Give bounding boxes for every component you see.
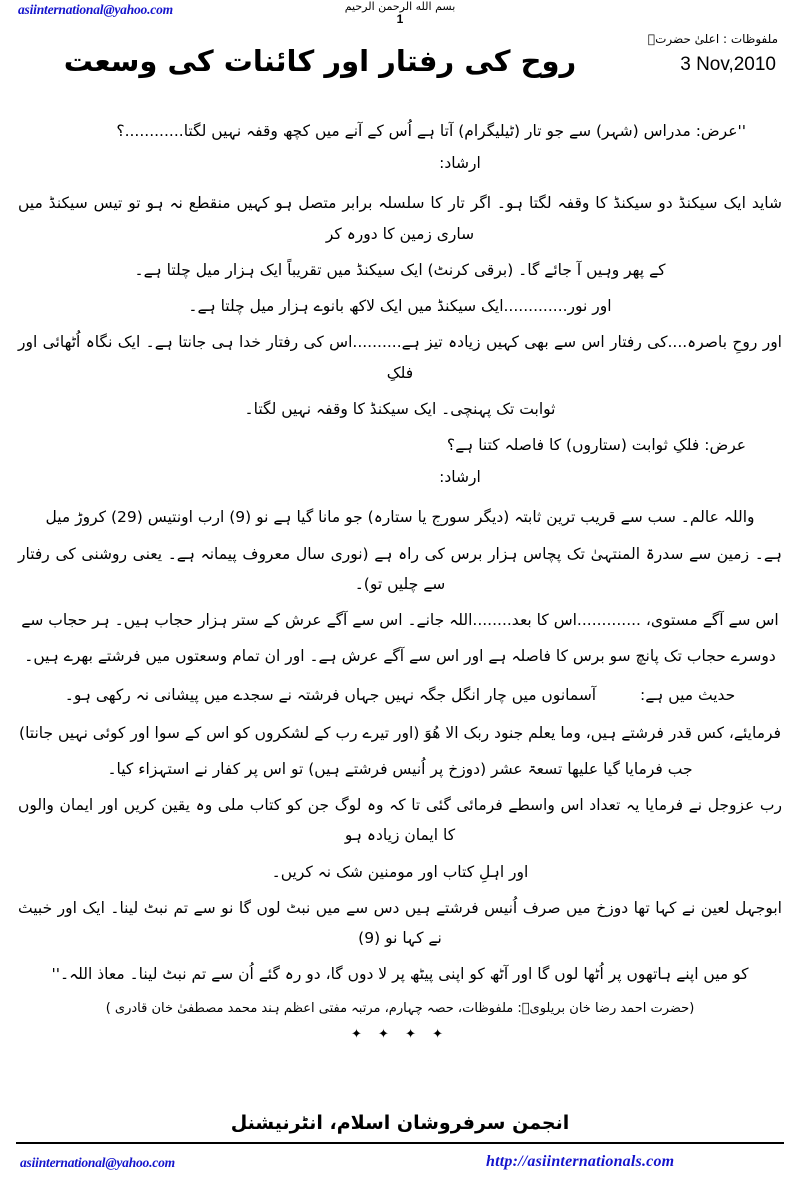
irshad-label-2: ارشاد: (439, 468, 481, 487)
answer-1-line-2: کے پھر وہیں آ جائے گا۔ (برقی کرنٹ) ایک سیکنڈ میں تقریباً ایک ہزار میل چلتا ہے۔ (134, 260, 666, 279)
answer-2-line-1: واللہ عالم۔ سب سے قریب ترین ثابتہ (دیگر سورج یا ستارہ) جو مانا گیا ہے نو (9) ارب اونتیس (29) کروڑ میل (45, 508, 755, 527)
footer-email-link[interactable]: asiinternational@yahoo.com (20, 1155, 175, 1170)
document-body (18, 112, 782, 1041)
answer-5-line-1: ابوجہل لعین نے کہا تھا دوزخ میں صرف اُنیس فرشتے ہیں دس سے میں نبٹ لوں گا نو سے تم نبٹ لینا۔ ایک اور خبیث نے کہا نو (9) (18, 898, 782, 948)
page-number: 1 (396, 12, 404, 26)
answer-2-line-2: ہے۔ زمین سے سدرۃ المنتہیٰ تک پچاس ہزار برس کی راہ ہے (نوری سال معروف پیمانہ ہے۔ یعنی روشنی کی رفتار سے چلیں تو)۔ (18, 544, 782, 593)
answer-1-line-5: ثوابت تک پہنچی۔ ایک سیکنڈ کا وقفہ نہیں لگتا۔ (244, 399, 556, 418)
footer-organization-name: انجمن سرفروشان اسلام، انٹرنیشنل (230, 1112, 570, 1134)
hadith-intro-label: حدیث میں ہے: (639, 685, 736, 704)
footer-divider (16, 1142, 784, 1144)
footer-links (16, 1152, 784, 1178)
footer-website-link[interactable]: http://asiinternationals.com (486, 1153, 675, 1170)
answer-4-line-1: رب عزوجل نے فرمایا یہ تعداد اس واسطے فرمائی گئی تا کہ وہ لوگ جن کو کتاب ملی وہ یقین کریں اور ایمان والوں کا ایمان زیادہ ہو (18, 796, 782, 845)
source-label: ملفوظات : اعلیٰ حضرتؒ (647, 32, 778, 46)
page-title: روح کی رفتار اور کائنات کی وسعت (63, 44, 577, 78)
answer-5-line-2: کو میں اپنے ہاتھوں پر اُٹھا لوں گا اور آٹھ کو اپنی پیٹھ پر لا دوں گا، دو رہ گئے اُن سے تم نبٹ لینا۔ معاذ اللہ۔'' (51, 965, 749, 984)
source-citation: (حضرت احمد رضا خان بریلویؒ: ملفوظات، حصہ چہارم، مرتبہ مفتی اعظم ہند محمد مصطفیٰ خان قادری ) (105, 1001, 695, 1017)
top-email-link[interactable]: asiinternational@yahoo.com (18, 2, 173, 17)
answer-1-line-3: اور نور.............ایک سیکنڈ میں ایک لاکھ بانوے ہزار میل چلتا ہے۔ (188, 297, 612, 316)
hadith-line (18, 680, 782, 710)
answer-4-line-2: اور اہلِ کتاب اور مومنین شک نہ کریں۔ (271, 862, 529, 881)
bismillah-text: بسم الله الرحمن الرحيم (344, 0, 456, 13)
question-2: عرض: فلکِ ثوابت (ستاروں) کا فاصلہ کتنا ہے؟ (446, 435, 746, 454)
document-header (0, 30, 800, 98)
diamond-separator-icon: ✦ ✦ ✦ ✦ (351, 1027, 449, 1043)
answer-2-line-3: اس سے آگے مستوی، .............اس کا بعد........اللہ جانے۔ اس سے آگے عرش کے ستر ہزار حجاب ہیں۔ ہر حجاب سے (21, 611, 779, 630)
question-1: ''عرض: مدراس (شہر) سے جو تار (ٹیلیگرام) آتا ہے اُس کے آنے میں کچھ وقفہ نہیں لگتا............؟ (116, 122, 746, 140)
page-top-bar (0, 0, 800, 28)
hadith-text: آسمانوں میں چار انگل جگہ نہیں جہاں فرشتہ نے سجدے میں پیشانی نہ رکھی ہو۔ (64, 685, 597, 704)
answer-3-line-2: جب فرمایا گیا علیھا تسعۃ عشر (دوزخ پر اُنیس فرشتے ہیں) تو اس پر کفار نے استہزاء کیا۔ (107, 759, 693, 778)
answer-1-line-4: اور روحِ باصرہ....کی رفتار اس سے بھی کہیں زیادہ تیز ہے..........اس کی رفتار خدا ہی جانتا ہے۔ ایک نگاہ اُٹھائی اور فلکِ (18, 333, 782, 382)
document-date: 3 Nov,2010 (680, 54, 776, 75)
answer-3-line-1: فرمایئے، کس قدر فرشتے ہیں، وما یعلم جنود ربک الا ھُوَ (اور تیرے رب کے لشکروں کو اس کے سوا اور کوئی نہیں جانتا) (19, 723, 781, 742)
irshad-label-1: ارشاد: (439, 154, 481, 173)
answer-2-line-4: دوسرے حجاب تک پانچ سو برس کا فاصلہ ہے اور اس سے آگے عرش ہے۔ اور ان تمام وسعتوں میں فرشتے بھرے ہیں۔ (24, 647, 776, 666)
answer-1-line-1: شاید ایک سیکنڈ دو سیکنڈ کا وقفہ لگتا ہو۔ اگر تار کا سلسلہ برابر متصل ہو کہیں منقطع نہ ہو تو تیس سیکنڈ میں ساری زمین کا دورہ کر (18, 194, 782, 243)
